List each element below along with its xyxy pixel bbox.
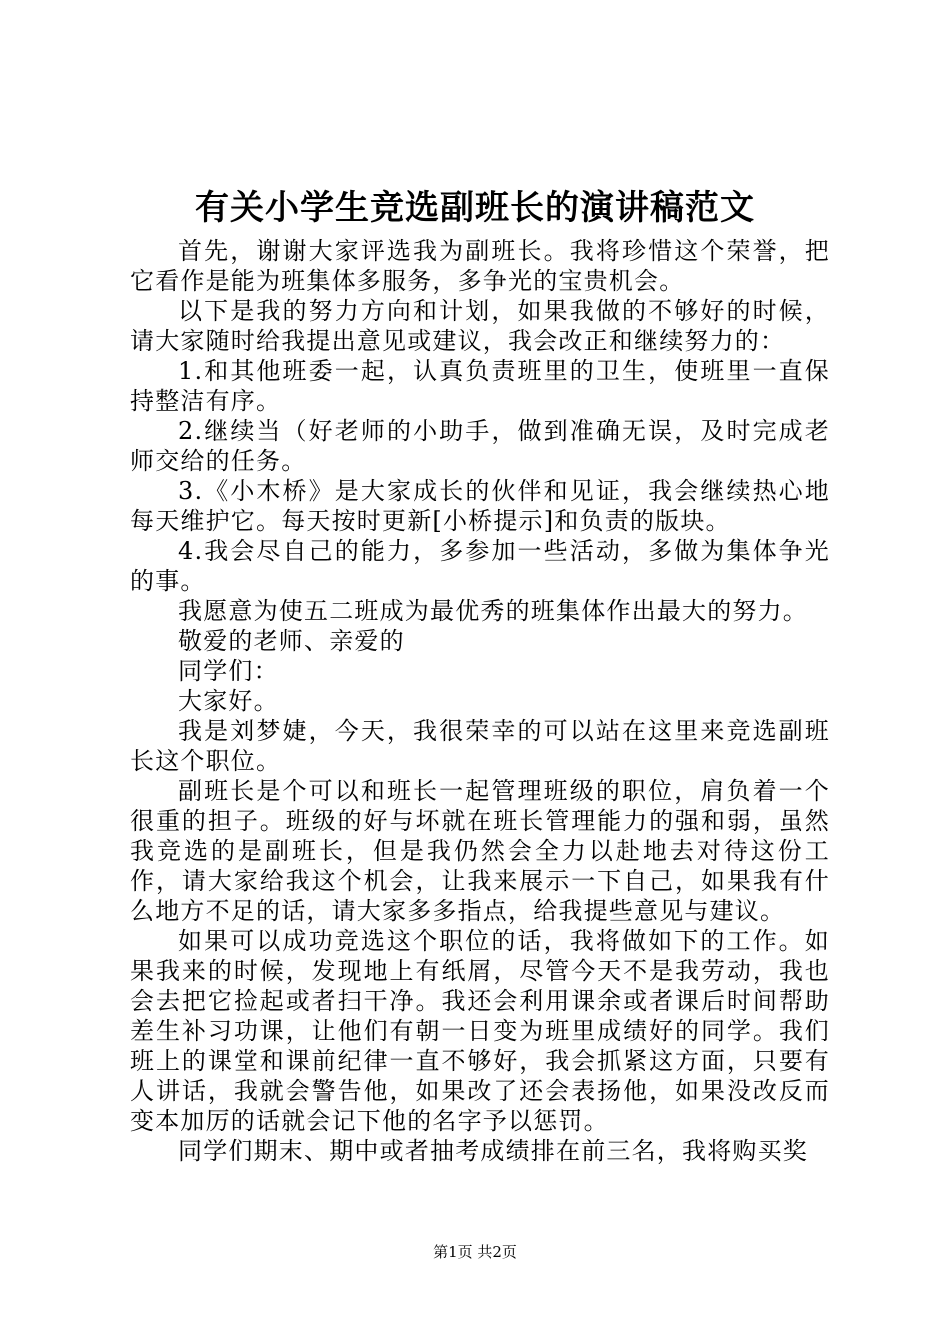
paragraph: 我是刘梦婕，今天，我很荣幸的可以站在这里来竞选副班长这个职位。 <box>130 717 830 775</box>
paragraph: 4.我会尽自己的能力，多参加一些活动，多做为集体争光的事。 <box>130 537 830 595</box>
document-body <box>130 236 830 1166</box>
paragraph: 如果可以成功竞选这个职位的话，我将做如下的工作。如果我来的时候，发现地上有纸屑，尽管今天不是我劳动，我也会去把它捡起或者扫干净。我还会利用课余或者课后时间帮助差生补习功课，让他们有朝一日变为班里成绩好的同学。我们班上的课堂和课前纪律一直不够好，我会抓紧这方面，只要有人讲话，我就会警告他，如果改了还会表扬他，如果没改反而变本加厉的话就会记下他的名字予以惩罚。 <box>130 927 830 1135</box>
paragraph: 3.《小木桥》是大家成长的伙伴和见证，我会继续热心地每天维护它。每天按时更新[小桥提示]和负责的版块。 <box>130 477 830 535</box>
page-number-footer: 第1页 共2页 <box>433 1243 517 1261</box>
paragraph: 大家好。 <box>178 687 279 715</box>
paragraph: 1.和其他班委一起，认真负责班里的卫生，使班里一直保持整洁有序。 <box>130 357 830 415</box>
paragraph: 我愿意为使五二班成为最优秀的班集体作出最大的努力。 <box>178 597 808 625</box>
paragraph: 首先，谢谢大家评选我为副班长。我将珍惜这个荣誉，把它看作是能为班集体多服务，多争光的宝贵机会。 <box>130 237 830 295</box>
paragraph: 同学们期末、期中或者抽考成绩排在前三名，我将购买奖 <box>178 1137 808 1165</box>
document-title: 有关小学生竞选副班长的演讲稿范文 <box>195 188 755 228</box>
paragraph: 以下是我的努力方向和计划，如果我做的不够好的时候，请大家随时给我提出意见或建议，我会改正和继续努力的： <box>130 297 830 355</box>
paragraph: 同学们： <box>178 657 279 685</box>
paragraph: 2.继续当（好老师的小助手，做到准确无误，及时完成老师交给的任务。 <box>130 417 830 475</box>
paragraph: 敬爱的老师、亲爱的 <box>178 627 405 655</box>
paragraph: 副班长是个可以和班长一起管理班级的职位，肩负着一个很重的担子。班级的好与坏就在班长管理能力的强和弱，虽然我竞选的是副班长，但是我仍然会全力以赴地去对待这份工作，请大家给我这个机会，让我来展示一下自己，如果我有什么地方不足的话，请大家多多指点，给我提些意见与建议。 <box>130 777 830 925</box>
